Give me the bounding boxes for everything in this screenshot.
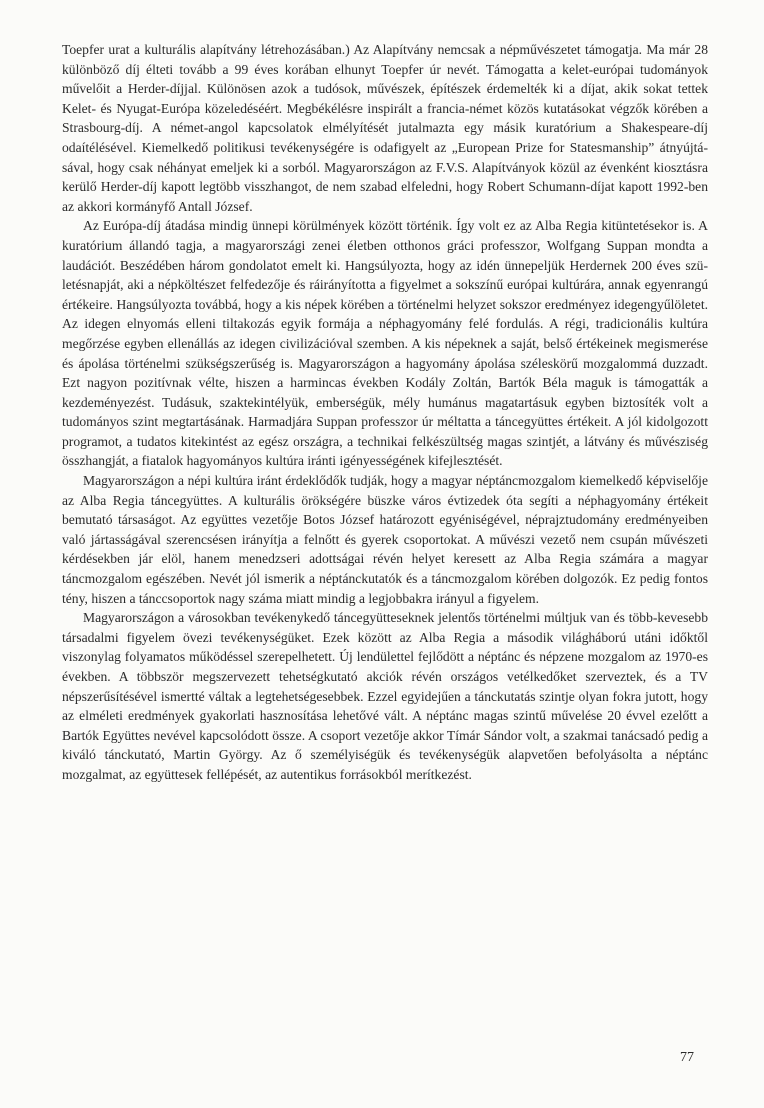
paragraph-1: Toepfer urat a kulturális alapítvány létrehozásában.) Az Alapítvány nemcsak a népművészetet támogatja. Ma már 28 különböző díj élteti tovább a 99 éves korában elhunyt Toepfer úr nevét. Támogatta a kelet-európai tudományok művelőit a Herder-díjjal. Különösen azok a tudósok, művészek, építészek érdemelték ki a díjat, akik sokat tettek Kelet- és Nyugat-Európa közeledéséért. Megbékélésre inspirált a francia-német közös kutatásokat végzők körében a Strasbourg-díj. A német-angol kapcsolatok elmélyítését jutalmazta egy másik kuratórium a Shakespeare-díj odaítélésével. Kiemelkedő politikusi tevékenységére is odafigyelt az „European Prize for Statesmanship” átnyújtásával, hogy csak néhányat emeljek ki a sorból. Magyarországon az F.V.S. Alapítványok közül az évenként kiosztásra kerülő Herder-díj kapott legtöbb visszhangot, de nem szabad elfeledni, hogy Robert Schumann-díjat kapott 1992-ben az akkori kormányfő Antall József. bbox=[62, 42, 708, 214]
body-text bbox=[62, 40, 708, 785]
page-number: 77 bbox=[680, 1050, 694, 1065]
paragraph-4: Magyarországon a városokban tevékenykedő táncegyütteseknek jelentős történelmi múltjuk van és több-kevesebb társadalmi figyelem övezi tevékenységüket. Ezek között az Alba Regia a második világháború utáni időktől viszonylag folyamatos működéssel szerepelhetett. Új lendülettel fejlődött a néptánc és népzene mozgalom az 1970-es években. A többször megszervezett tehetségkutató akciók révén országos vetélkedőket szerveztek, és a TV népszerűsítésével ismertté váltak a legtehetségesebbek. Ezzel egyidejűen a tánckutatás szintje olyan fokra jutott, hogy az elméleti eredmények gyakorlati hasznosítása lehetővé vált. A néptánc magas szintű művelése 20 évvel ezelőtt a Bartók Együttes nevével kapcsolódott össze. A csoport vezetője akkor Tímár Sándor volt, a szakmai tanácsadó pedig a kiváló tánckutató, Martin György. Az ő személyiségük és tevékenységük alapvetően befolyásolta a néptánc mozgalmat, az együttesek fellépését, az autentikus forrásokból merítkezést. bbox=[62, 610, 708, 782]
paragraph-2: Az Európa-díj átadása mindig ünnepi körülmények között történik. Így volt ez az Alba Regia kitüntetésekor is. A kuratórium állandó tagja, a magyarországi zenei életben otthonos gráci professzor, Wolfgang Suppan mondta a laudációt. Beszédében három gondolatot emelt ki. Hangsúlyozta, hogy az idén ünnepeljük Herdernek 200 éves születésnapját, aki a népköltészet felfedezője és ráirányította a figyelmet a sokszínű európai kultúrára, annak egyenrangú értékeire. Hangsúlyozta továbbá, hogy a kis népek körében a történelmi helyzet sokszor eredményez idegengyűlöletet. Az idegen elnyomás elleni tiltakozás egyik formája a néphagyomány felé fordulás. A régi, tradicionális kultúra megőrzése egyben ellenállás az idegen civilizációval szemben. A kis népeknek a saját, belső értékeinek megismerése és ápolása történelmi szükségszerűség is. Magyarországon a hagyomány ápolása széleskörű mozgalommá duzzadt. Ezt nagyon pozitívnak vélte, hiszen a harmincas években Kodály Zoltán, Bartók Béla maguk is támogatták a kezdeményezést. Tudásuk, szaktekintélyük, emberségük, mély humánus magatartásuk egyben biztosíték volt a tudományos szint megtartásának. Harmadjára Suppan professzor úr méltatta a táncegyüttes értékeit. A jól kidolgozott programot, a tudatos kitekintést az egész országra, a technikai felkészültség magas szintjét, a látvány és művésziség összhangját, a fiatalok hagyományos kultúra iránti igényességének kifejlesztését. bbox=[62, 218, 708, 469]
paragraph-3: Magyarországon a népi kultúra iránt érdeklődők tudják, hogy a magyar néptáncmozgalom kiemelkedő képviselője az Alba Regia táncegyüttes. A kulturális örökségére büszke város évtizedek óta segíti a néphagyomány értékeit bemutató társaságot. Az együttes vezetője Botos József határozott egyéniségével, néprajztudomány eredményeiben való jártasságával szerencsésen irányítja a felnőtt és gyerek csoportokat. A művészi vezető nem csupán művészeti kérdésekben jár elöl, hanem menedzseri adottságai révén helyet keresett az Alba Regia számára a magyar táncmozgalom egészében. Nevét jól ismerik a néptánckutatók és a táncmozgalom körében dolgozók. Ez pedig fontos tény, hiszen a tánccsoportok nagy száma miatt mindig a legjobbakra irányul a figyelem. bbox=[62, 473, 708, 606]
